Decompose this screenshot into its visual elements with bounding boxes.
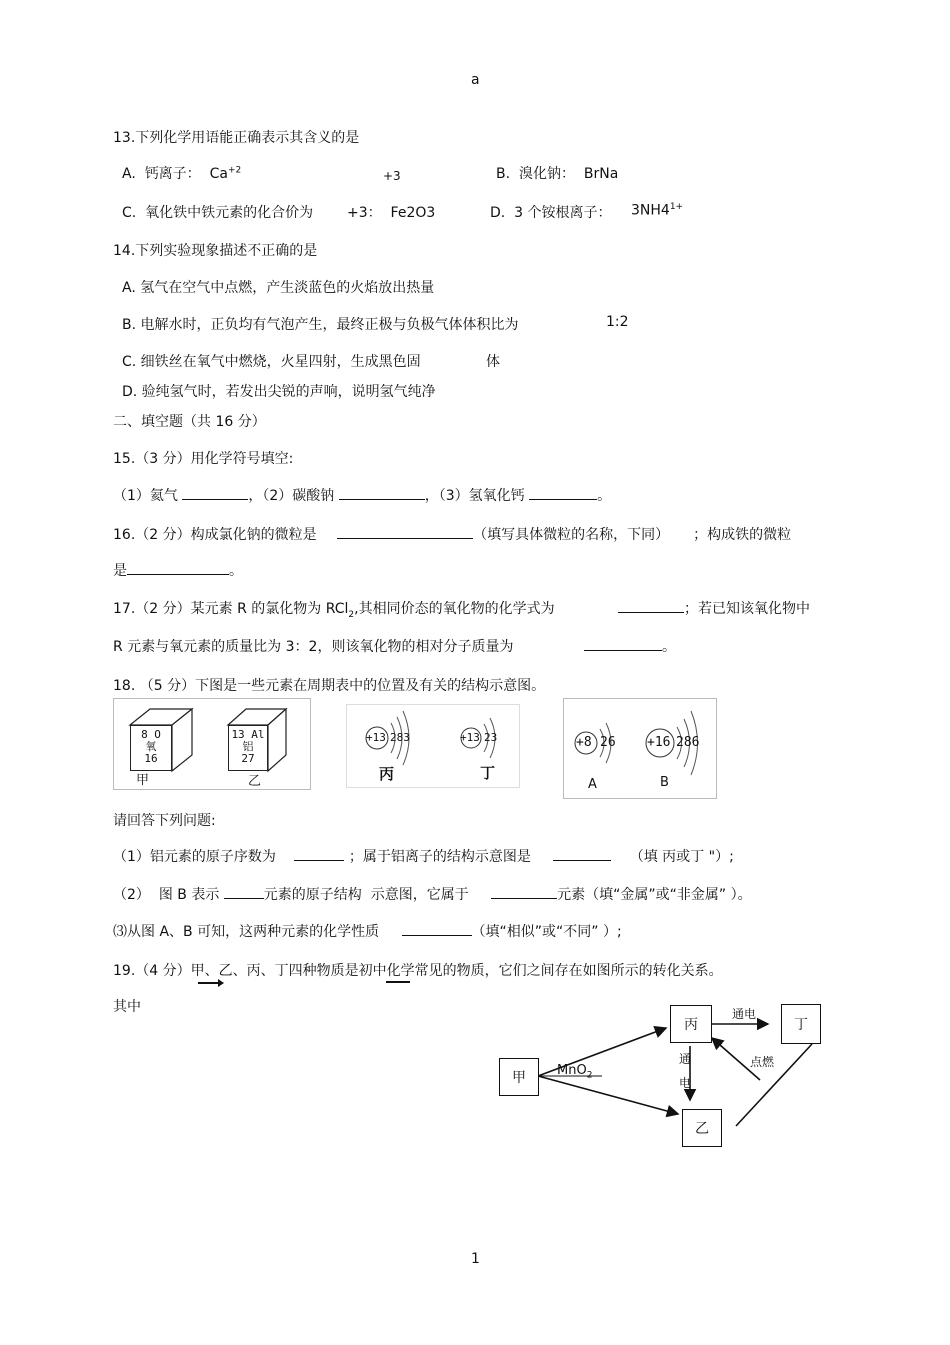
q17-blank-2[interactable] — [584, 636, 662, 651]
oxygen-number-symbol: 8 O — [141, 728, 161, 741]
q18-prompt: 请回答下列问题: — [113, 813, 216, 829]
q17-blank-1[interactable] — [618, 598, 684, 613]
q18-part1: （1）铝元素的原子序数为 ；属于铝离子的结构示意图是 （填 丙或丁 "）; — [113, 846, 734, 866]
q14-option-d: D. 验纯氢气时，若发出尖锐的声响，说明氢气纯净 — [122, 384, 436, 400]
caption-ding: 丁 — [480, 764, 496, 782]
node-jia: 甲 — [499, 1058, 539, 1096]
q16-line2: 是 。 — [113, 560, 243, 580]
atom-ding-nucleus: +13 — [460, 731, 480, 744]
q13-valence-mark: +3 — [383, 169, 401, 183]
atom-bing-shells: 283 — [390, 731, 410, 744]
q15-blank-1[interactable] — [182, 485, 248, 500]
atoms-ab-figure — [563, 698, 717, 799]
q19-stem: 19.（4 分）甲、乙、丙、丁四种物质是初中化学常见的物质，它们之间存在如图所示的转化关系。 — [113, 963, 723, 979]
atom-ding-shells: 23 — [484, 731, 498, 744]
q14-option-c: C. 细铁丝在氧气中燃烧，火星四射，生成黑色固 — [122, 354, 421, 370]
q14-option-b: B. 电解水时，正负均有气泡产生，最终正极与负极气体体积比为 — [122, 317, 519, 333]
q16-blank-1[interactable] — [337, 524, 473, 539]
atom-a-nucleus: +8 — [576, 735, 592, 750]
q13-option-d: D. 3 个铵根离子： — [490, 205, 612, 221]
q14-option-b-ratio: 1:2 — [606, 314, 629, 330]
q16-line1: 16.（2 分）构成氯化钠的微粒是 （填写具体微粒的名称，下同） ；构成铁的微粒 — [113, 524, 791, 544]
q16-blank-2[interactable] — [127, 560, 229, 575]
atom-b-shells: 286 — [676, 735, 700, 750]
label-tongdian-vertical-2: 电 — [679, 1076, 692, 1090]
element-cell-aluminium — [228, 725, 268, 771]
page-header: a — [471, 72, 480, 88]
q15-blank-3[interactable] — [529, 485, 597, 500]
page-number: 1 — [471, 1251, 480, 1267]
q18-part2: （2） 图 B 表示 元素的原子结构 示意图，它属于 元素（填“金属”或“非金属” ）。 — [113, 884, 752, 904]
node-yi: 乙 — [682, 1109, 722, 1147]
q14-option-a: A. 氢气在空气中点燃，产生淡蓝色的火焰放出热量 — [122, 280, 435, 296]
q13-option-a: A. 钙离子： $Ca^{+2}$ — [122, 165, 242, 182]
q19-stray-underline — [386, 981, 410, 983]
q13-option-c: C. 氧化铁中铁元素的化合价为 — [122, 205, 314, 221]
label-tongdian-vertical-1: 通 — [679, 1052, 692, 1066]
q15-stem: 15.（3 分）用化学符号填空: — [113, 451, 294, 467]
caption-jia: 甲 — [136, 773, 150, 788]
q14-stem: 14.下列实验现象描述不正确的是 — [113, 243, 318, 259]
q13-option-c-value: +3： Fe2O3 — [347, 205, 436, 221]
q18-blank-4[interactable] — [491, 884, 557, 899]
atom-bing-nucleus: +13 — [366, 731, 386, 744]
atom-a-shells: 26 — [600, 735, 616, 750]
q19-stray-marks — [196, 976, 256, 990]
q15-blank-2[interactable] — [339, 485, 425, 500]
caption-b: B — [660, 775, 669, 790]
aluminium-structure-figure — [346, 704, 520, 788]
aluminium-number-symbol: 13 Al — [231, 728, 265, 741]
element-cell-oxygen — [130, 725, 172, 771]
q13-stem: 13.下列化学用语能正确表示其含义的是 — [113, 130, 360, 146]
q18-blank-5[interactable] — [402, 921, 472, 936]
q18-stem: 18. （5 分）下图是一些元素在周期表中的位置及有关的结构示意图。 — [113, 678, 546, 694]
q18-part3: ⑶从图 A、B 可知，这两种元素的化学性质 （填“相似”或“不同” ）; — [113, 921, 622, 941]
q13-option-d-formula: $3NH4^{1+}$ — [631, 202, 684, 219]
q18-blank-2[interactable] — [553, 846, 611, 861]
q17-line2: R 元素与氧元素的质量比为 3：2，则该氧化物的相对分子质量为 — [113, 639, 514, 655]
caption-yi: 乙 — [248, 774, 262, 789]
q17-line2-tail: 。 — [584, 636, 676, 656]
label-tongdian-horizontal: 通电 — [732, 1007, 757, 1021]
q15-parts: （1）氦气 ，（2）碳酸钠 ，（3）氢氧化钙 。 — [113, 485, 611, 505]
periodic-cubes-figure — [113, 698, 311, 790]
q18-blank-1[interactable] — [294, 846, 344, 861]
q13-option-b: B. 溴化钠： BrNa — [496, 166, 619, 182]
label-dianran: 点燃 — [750, 1055, 775, 1069]
node-bing: 丙 — [670, 1005, 712, 1043]
q18-blank-3[interactable] — [224, 884, 264, 899]
section-heading: 二、填空题（共 16 分） — [113, 414, 266, 430]
q17-line1: 17.（2 分）某元素 R 的氯化物为 RCl$_2$,其相同价态的氧化物的化学式为 — [113, 601, 555, 620]
caption-a: A — [588, 777, 597, 792]
q14-option-c-tail: 体 — [486, 354, 500, 370]
aluminium-name: 铝 — [242, 740, 254, 753]
caption-bing: 丙 — [379, 765, 395, 783]
aluminium-mass: 27 — [241, 752, 255, 765]
atom-b-nucleus: +16 — [647, 735, 671, 750]
oxygen-mass: 16 — [144, 752, 158, 765]
label-mno2: MnO$_2$ — [557, 1063, 593, 1081]
oxygen-name: 氧 — [145, 740, 157, 753]
q19-line2: 其中 — [113, 999, 141, 1015]
node-ding: 丁 — [781, 1004, 821, 1044]
q17-line1-tail: ；若已知该氧化物中 — [618, 598, 810, 618]
